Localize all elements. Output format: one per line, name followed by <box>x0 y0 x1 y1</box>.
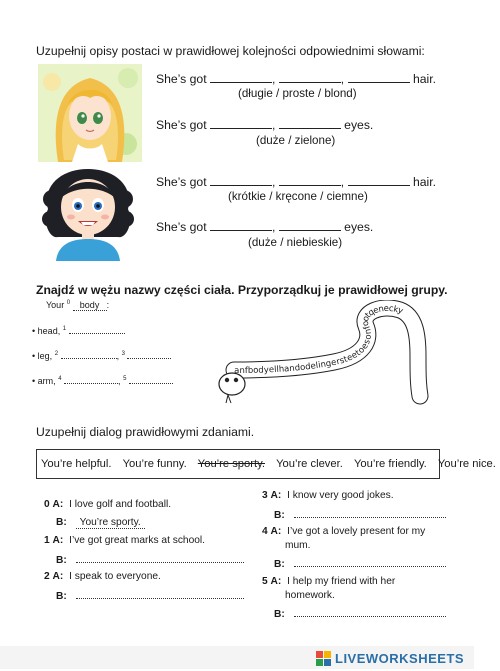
word-option-used: You’re sporty. <box>197 458 265 470</box>
example-answer: body <box>73 300 107 311</box>
word-option: You’re clever. <box>276 458 343 470</box>
word-option: You’re helpful. <box>41 458 112 470</box>
dialog-1-b: B: <box>56 553 244 566</box>
dialog-2-b: B: <box>56 589 244 602</box>
liveworksheets-logo-icon <box>316 651 331 666</box>
section1-title: Uzupełnij opisy postaci w prawidłowej kolejności odpowiednimi słowami: <box>36 44 425 58</box>
eyes2-blank-2[interactable] <box>279 219 341 231</box>
girl1-eyes-suffix: eyes. <box>344 118 374 132</box>
word-option: You’re nice. <box>437 458 496 470</box>
dialog-5-b: B: <box>274 607 446 620</box>
dialog-4-answer[interactable] <box>294 557 446 567</box>
hair-blank-3[interactable] <box>348 71 410 83</box>
group-head-line: • head, $^1$ <box>32 325 125 336</box>
arm-answer-2[interactable] <box>129 375 173 384</box>
girl2-eyes-prefix: She’s got <box>156 220 207 234</box>
section3-title: Uzupełnij dialog prawidłowymi zdaniami. <box>36 425 255 439</box>
hair-blank-1[interactable] <box>210 71 272 83</box>
word-snake <box>212 300 444 412</box>
hair2-blank-3[interactable] <box>348 174 410 186</box>
hair-blank-2[interactable] <box>279 71 341 83</box>
dialog-4-a: 4 A: I’ve got a lovely present for my <box>262 526 426 537</box>
footer-brand: LIVEWORKSHEETS <box>335 650 465 666</box>
hair2-blank-1[interactable] <box>210 174 272 186</box>
eyes-blank-2[interactable] <box>279 117 341 129</box>
girl1-hair-hint: (długie / proste / blond) <box>238 87 357 100</box>
eyes2-blank-1[interactable] <box>210 219 272 231</box>
girl2-hair-line: She’s got , , hair. <box>156 175 436 189</box>
snake-letters: anfbodyellhandodelingersteetoesonfootqenecky <box>234 303 405 377</box>
section2-title: Znajdź w wężu nazwy części ciała. Przyporządkuj je prawidłowej grupy. <box>36 283 448 297</box>
dialog-4-b: B: <box>274 557 446 570</box>
dialog-5-a-cont: homework. <box>285 590 335 601</box>
group-leg-line: • leg, $^2$ , $^3$ <box>32 350 171 361</box>
dialog-1-a: 1 A: I’ve got great marks at school. <box>44 535 206 546</box>
girl1-eyes-line: She’s got , eyes. <box>156 118 374 132</box>
dialog-1-answer[interactable] <box>76 553 244 563</box>
dialog-3-answer[interactable] <box>294 508 446 518</box>
girl2-eyes-line: She’s got , eyes. <box>156 220 374 234</box>
dialog-5-a: 5 A: I help my friend with her <box>262 576 396 587</box>
word-list <box>37 458 496 470</box>
dialog-0-b: B: You’re sporty. <box>56 517 145 529</box>
girl2-hair-prefix: She’s got <box>156 175 207 189</box>
girl2-hair-suffix: hair. <box>412 175 436 189</box>
head-answer-1[interactable] <box>69 325 125 334</box>
dialog-5-answer[interactable] <box>294 607 446 617</box>
blonde-girl-illustration <box>38 64 142 162</box>
girl2-hair-hint: (krótkie / kręcone / ciemne) <box>228 190 368 203</box>
dialog-2-answer[interactable] <box>76 589 244 599</box>
word-box <box>36 449 496 479</box>
arm-answer-1[interactable] <box>64 375 118 384</box>
girl1-hair-line: She’s got , , hair. <box>156 72 436 86</box>
girl1-hair-suffix: hair. <box>412 72 436 86</box>
hair2-blank-2[interactable] <box>279 174 341 186</box>
dialog-3-b: B: <box>274 508 446 521</box>
girl1-hair-prefix: She’s got <box>156 72 207 86</box>
footer-logo[interactable] <box>316 650 464 666</box>
girl2-eyes-hint: (duże / niebieskie) <box>248 236 343 249</box>
word-option: You’re friendly. <box>353 458 427 470</box>
girl1-eyes-prefix: She’s got <box>156 118 207 132</box>
dialog-4-a-cont: mum. <box>285 540 311 551</box>
dialog-0-answer: You’re sporty. <box>76 517 145 529</box>
girl1-eyes-hint: (duże / zielone) <box>256 134 336 147</box>
word-option: You’re funny. <box>122 458 187 470</box>
leg-answer-2[interactable] <box>127 350 171 359</box>
dark-haired-girl-illustration <box>38 163 138 261</box>
dialog-0-a: 0 A: I love golf and football. <box>44 499 172 510</box>
dialog-2-a: 2 A: I speak to everyone. <box>44 571 161 582</box>
eyes-blank-1[interactable] <box>210 117 272 129</box>
your-body-line: Your $^0$ body : <box>46 300 110 310</box>
leg-answer-1[interactable] <box>61 350 117 359</box>
group-arm-line: • arm, $^4$ , $^5$ <box>32 375 173 386</box>
girl2-eyes-suffix: eyes. <box>344 220 374 234</box>
dialog-3-a: 3 A: I know very good jokes. <box>262 490 394 501</box>
